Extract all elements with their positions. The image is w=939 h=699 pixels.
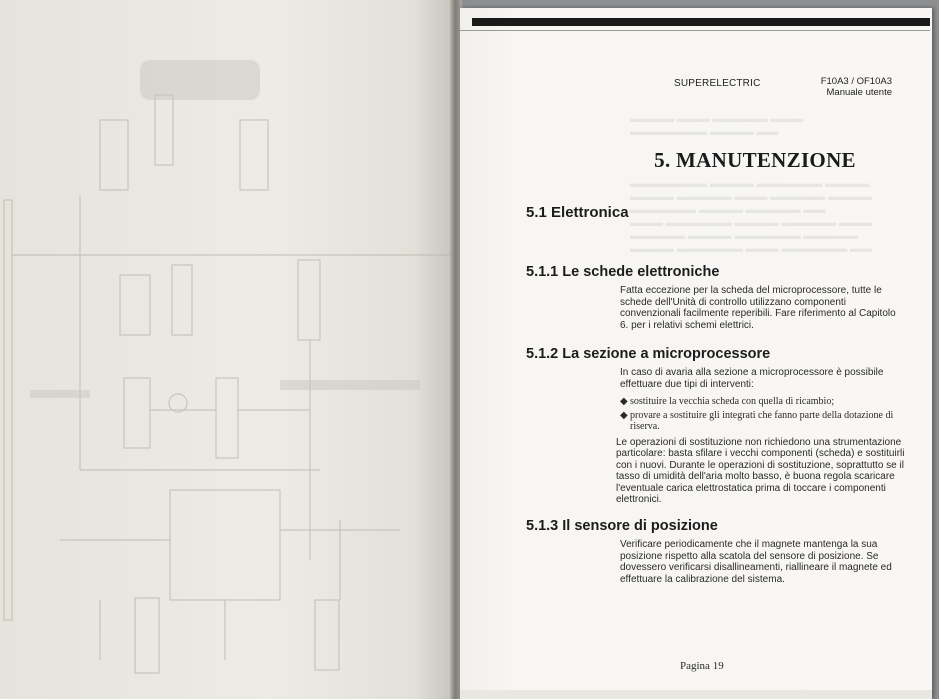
section-heading-5-1-3: 5.1.3 Il sensore di posizione <box>526 518 718 534</box>
chapter-title: 5. MANUTENZIONE <box>654 148 856 172</box>
bullet-list <box>620 396 905 433</box>
show-through-texture: ▬▬▬▬ ▬▬▬ ▬▬▬▬▬ ▬▬▬ ▬▬▬▬▬▬▬ ▬▬▬▬ ▬▬ ▬▬▬▬▬▬▬ ▬▬▬▬ ▬▬▬▬▬▬ ▬▬▬▬ ▬▬▬▬ ▬▬▬▬▬ ▬▬▬ ▬▬▬▬▬ ▬▬▬▬ ▬▬▬▬▬▬ ▬▬▬▬ ▬▬▬▬▬ ▬▬ ▬▬▬ ▬▬▬▬▬▬ ▬▬▬▬ ▬▬▬▬▬ ▬▬▬ ▬▬▬▬▬ ▬▬▬▬ ▬▬▬▬▬▬ ▬▬▬▬▬ ▬▬▬▬ ▬▬▬▬▬▬ ▬▬▬ ▬▬▬▬▬▬ ▬▬ <box>630 113 872 255</box>
header-subtitle: Manuale utente <box>826 87 892 98</box>
paragraph: Verificare periodicamente che il magnete mantenga la sua posizione rispetto alla scatola del sensore di posizione. Se dovessero verificarsi disallineamenti, riallineare il magnete ed effettuare la calibrazione del sistema. <box>620 539 892 585</box>
paragraph-intro: In caso di avaria alla sezione a microprocessore è possibile effettuare due tipi di interventi: <box>620 367 884 390</box>
list-item-text: provare a sostituire gli integrati che fanno parte della dotazione di riserva. <box>630 409 894 432</box>
page-number: Pagina 19 <box>680 660 724 672</box>
faded-diagram <box>0 0 450 699</box>
header-document <box>800 76 892 98</box>
list-item-text: sostituire la vecchia scheda con quella di ricambio; <box>630 396 835 407</box>
section-text-5-1-2 <box>616 367 905 506</box>
left-page-faded <box>0 0 450 699</box>
paragraph: Le operazioni di sostituzione non richiedono una strumentazione particolare: basta sfilare i vecchi componenti (scheda) e sostituirli con i nuovi. Durante le operazioni di sostituzione, soprattutto se il tasso di umidità dell'aria molto basso, è buona regola scaricare l'eventuale carica elettrostatica prima di toccare i componenti elettronici. <box>616 436 905 505</box>
section-heading-5-1: 5.1 Elettronica <box>526 204 629 221</box>
list-item <box>620 396 905 408</box>
right-page <box>460 8 932 699</box>
top-thin-rule <box>460 30 930 31</box>
bullet-icon: ◆ <box>620 396 628 407</box>
header-code: F10A3 / OF10A3 <box>820 76 892 87</box>
header-company: SUPERELECTRIC <box>674 78 761 89</box>
paragraph: Fatta eccezione per la scheda del microprocessore, tutte le schede dell'Unità di controllo utilizzano componenti convenzionali facilmente reperibili. Fare riferimento al Capitolo 6. per i relativi schemi elettrici. <box>620 285 896 331</box>
section-heading-5-1-1: 5.1.1 Le schede elettroniche <box>526 264 720 280</box>
section-text-5-1-1 <box>620 285 905 331</box>
page-bottom-edge <box>460 690 932 699</box>
list-item <box>620 410 905 433</box>
section-heading-5-1-2: 5.1.2 La sezione a microprocessore <box>526 346 771 362</box>
section-text-5-1-3 <box>620 539 905 585</box>
bullet-icon: ◆ <box>620 409 628 421</box>
top-rule <box>472 18 930 26</box>
